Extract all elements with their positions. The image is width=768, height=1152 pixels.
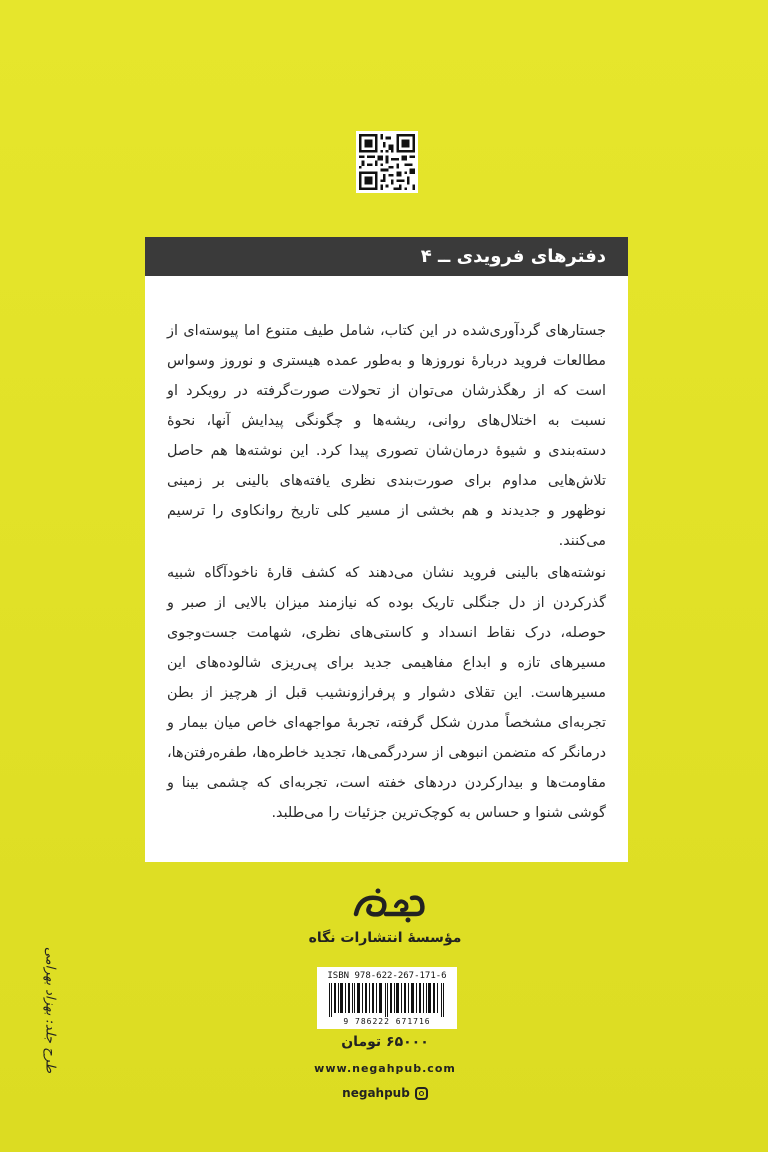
- publisher-name: مؤسسهٔ انتشارات نگاه: [308, 930, 462, 946]
- description-paragraph-2: نوشته‌های بالینی فروید نشان می‌دهند که کشف قارهٔ ناخودآگاه شبیه گذرکردن از دل جنگلی تاریک بوده که نیازمند میزان بالایی از صبر و حوصله، درک نقاط انسداد و کاستی‌های نظری، شهامت جست‌وجوی مسیرهای تازه و ابداع مفاهیمی جدید برای پی‌ریزی شالوده‌های این مسیرهاست. این تقلای دشوار و پرفرازونشیب قبل از هرچیز از بطن تجربه‌ای مشخصاً مدرن شکل گرفته، تجربهٔ مواجهه‌ای خاص میان بیمار و درمانگر که متضمن انبوهی از سردرگمی‌ها، تجدید خاطره‌ها، طفره‌رفتن‌ها، مقاومت‌ها و بیدارکردن دردهای خفته است، تجربه‌ای که چشمی بینا و گوشی شنوا و حساس به کوچک‌ترین جزئیات را می‌طلبد.: [167, 565, 606, 821]
- series-title-bar: [145, 237, 628, 276]
- website-link[interactable]: www.negahpub.com: [314, 1062, 456, 1075]
- barcode: [317, 967, 457, 1029]
- instagram-handle[interactable]: [322, 1083, 448, 1103]
- negah-logo-icon: [350, 888, 430, 926]
- qr-code: [356, 131, 418, 193]
- description-box: [145, 276, 628, 862]
- cover-designer-text: طرح جلد: بهزاد بهرامی: [42, 946, 58, 1074]
- isbn-number: ISBN 978-622-267-171-6: [327, 971, 447, 981]
- instagram-name: negahpub: [342, 1086, 410, 1100]
- barcode-digits: 9 786222 671716: [343, 1017, 431, 1026]
- instagram-icon: [415, 1087, 428, 1100]
- qr-code-icon: [359, 134, 415, 190]
- description-paragraph-1: جستارهای گردآوری‌شده در این کتاب، شامل طیف متنوع اما پیوسته‌ای از مطالعات فروید دربارهٔ نوروزها و به‌طور عمده هیستری و نوروز وسواس است که از رهگذرشان می‌توان از تحولات صورت‌گرفته در رویکرد او نسبت به اختلال‌های روانی، ریشه‌ها و چگونگی پیدایش آنها، نحوهٔ دسته‌بندی و شیوهٔ درمان‌شان تصوری پیدا کرد. این نوشته‌ها هم حاصل تلاش‌هایی مداوم برای صورت‌بندی نظری یافته‌های بالینی بر زمینی نوظهور و جدیدند و هم بخشی از مسیر کلی تاریخ روانکاوی را ترسیم می‌کنند.: [167, 323, 606, 549]
- price: ۶۵۰۰۰ تومان: [341, 1034, 429, 1050]
- cover-designer-credit: [32, 925, 68, 1095]
- barcode-bars-icon: [323, 983, 451, 1017]
- series-title: دفترهای فرویدی ــ ۴: [420, 246, 606, 267]
